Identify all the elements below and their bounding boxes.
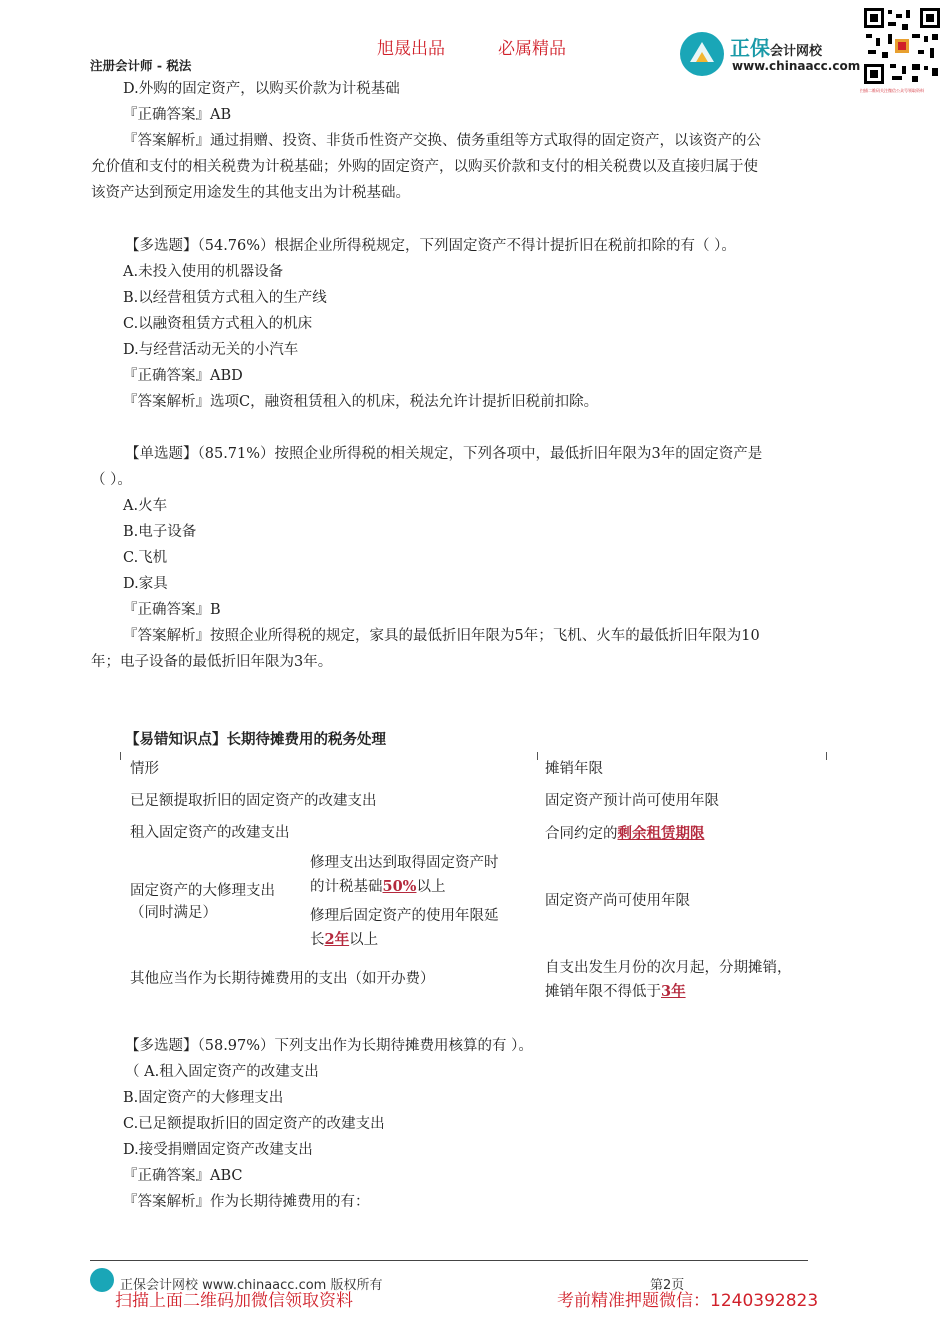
footer-divider	[90, 1260, 808, 1261]
q2-option-c: C.飞机	[123, 550, 168, 566]
promo-left: 扫描上面二维码加微信领取资料	[115, 1291, 353, 1311]
row4-period-1: 自支出发生月份的次月起，分期摊销，	[545, 960, 792, 976]
slogan-left: 旭晟出品	[377, 39, 445, 59]
footer-page-number: 第2页	[650, 1278, 685, 1293]
row3-cond2-highlight: 2年	[324, 931, 350, 948]
course-title: 注册会计师 - 税法	[90, 58, 192, 73]
q2-option-a: A.火车	[123, 498, 168, 514]
row3-cond1-highlight: 50%	[382, 878, 417, 895]
q1-stem: 【多选题】（54.76%）根据企业所得税规定，下列固定资产不得计提折旧在税前扣除的有（ ）。	[125, 238, 736, 254]
q2-option-b: B.电子设备	[123, 524, 197, 540]
brand-url: www.chinaacc.com	[732, 59, 861, 73]
q2-analysis-2: 年；电子设备的最低折旧年限为3年。	[91, 654, 333, 670]
q3-option-c: C.已足额提取折旧的固定资产的改建支出	[123, 1116, 385, 1132]
q0-option-d: D.外购的固定资产，以购买价款为计税基础	[123, 81, 400, 97]
row3-cond1-line1: 修理支出达到取得固定资产时	[310, 855, 499, 871]
brand-logo	[680, 30, 861, 78]
q3-option-b: B.固定资产的大修理支出	[123, 1090, 284, 1106]
row3-situation-1: 固定资产的大修理支出	[130, 883, 275, 899]
q1-option-c: C.以融资租赁方式租入的机床	[123, 316, 313, 332]
row3-cond1-line2: 的计税基础50%以上	[310, 878, 446, 895]
q3-option-a: （ A.租入固定资产的改建支出	[125, 1064, 319, 1080]
row3-cond2-line1: 修理后固定资产的使用年限延	[310, 908, 499, 924]
q2-option-d: D.家具	[123, 576, 168, 592]
promo-right: 考前精准押题微信：1240392823	[557, 1291, 819, 1311]
row3-period: 固定资产尚可使用年限	[545, 893, 690, 909]
q1-option-b: B.以经营租赁方式租入的生产线	[123, 290, 327, 306]
row1-situation: 已足额提取折旧的固定资产的改建支出	[130, 793, 377, 809]
qr-note: 扫描二维码关注微信公众号领取资料	[860, 88, 924, 93]
row4-situation: 其他应当作为长期待摊费用的支出（如开办费）	[130, 971, 435, 987]
row2-period: 合同约定的剩余租赁期限	[545, 825, 705, 842]
qr-code-icon	[862, 6, 942, 86]
footer-logo-icon	[90, 1268, 114, 1292]
q3-analysis: 『答案解析』作为长期待摊费用的有：	[123, 1194, 370, 1210]
row2-situation: 租入固定资产的改建支出	[130, 825, 290, 841]
table-header-situation: 情形	[130, 761, 159, 777]
row4-period-highlight: 3年	[661, 983, 686, 1000]
q1-answer: 『正确答案』ABD	[123, 368, 243, 384]
row3-situation-2: （同时满足）	[130, 905, 217, 921]
q1-analysis: 『答案解析』选项C，融资租赁租入的机床，税法允许计提折旧税前扣除。	[123, 394, 599, 410]
q1-option-d: D.与经营活动无关的小汽车	[123, 342, 299, 358]
q3-answer: 『正确答案』ABC	[123, 1168, 243, 1184]
row4-period-2: 摊销年限不得低于3年	[545, 983, 686, 1000]
table-header-period: 摊销年限	[545, 761, 603, 777]
q0-analysis-1: 『答案解析』通过捐赠、投资、非货币性资产交换、债务重组等方式取得的固定资产，以该资产的公	[123, 133, 761, 149]
knowledge-table	[120, 752, 830, 1008]
q0-analysis-2: 允价值和支付的相关税费为计税基础；外购的固定资产，以购买价款和支付的相关税费以及直接归属于使	[91, 159, 758, 175]
q0-analysis-3: 该资产达到预定用途发生的其他支出为计税基础。	[91, 185, 410, 201]
q0-answer: 『正确答案』AB	[123, 107, 232, 123]
brand-sub: 会计网校	[770, 44, 823, 59]
q2-stem-2: （ ）。	[91, 472, 132, 488]
footer-copyright: 正保会计网校 www.chinaacc.com 版权所有	[120, 1278, 383, 1293]
q2-analysis-1: 『答案解析』按照企业所得税的规定，家具的最低折旧年限为5年；飞机、火车的最低折旧年限为10	[123, 628, 760, 644]
knowledge-title: 【易错知识点】长期待摊费用的税务处理	[125, 732, 386, 748]
row1-period: 固定资产预计尚可使用年限	[545, 793, 719, 809]
brand-name: 正保	[730, 36, 770, 60]
q1-option-a: A.未投入使用的机器设备	[123, 264, 284, 280]
row2-period-highlight: 剩余租赁期限	[617, 825, 705, 842]
q2-stem-1: 【单选题】（85.71%）按照企业所得税的相关规定，下列各项中，最低折旧年限为3年的固定资产是	[125, 446, 763, 462]
q2-answer: 『正确答案』B	[123, 602, 221, 618]
slogan-right: 必属精品	[498, 39, 566, 59]
brand-logo-icon	[680, 32, 724, 76]
q3-stem: 【多选题】（58.97%）下列支出作为长期待摊费用核算的有 ）。	[125, 1038, 533, 1054]
q3-option-d: D.接受捐赠固定资产改建支出	[123, 1142, 313, 1158]
row3-cond2-line2: 长2年以上	[310, 931, 379, 948]
